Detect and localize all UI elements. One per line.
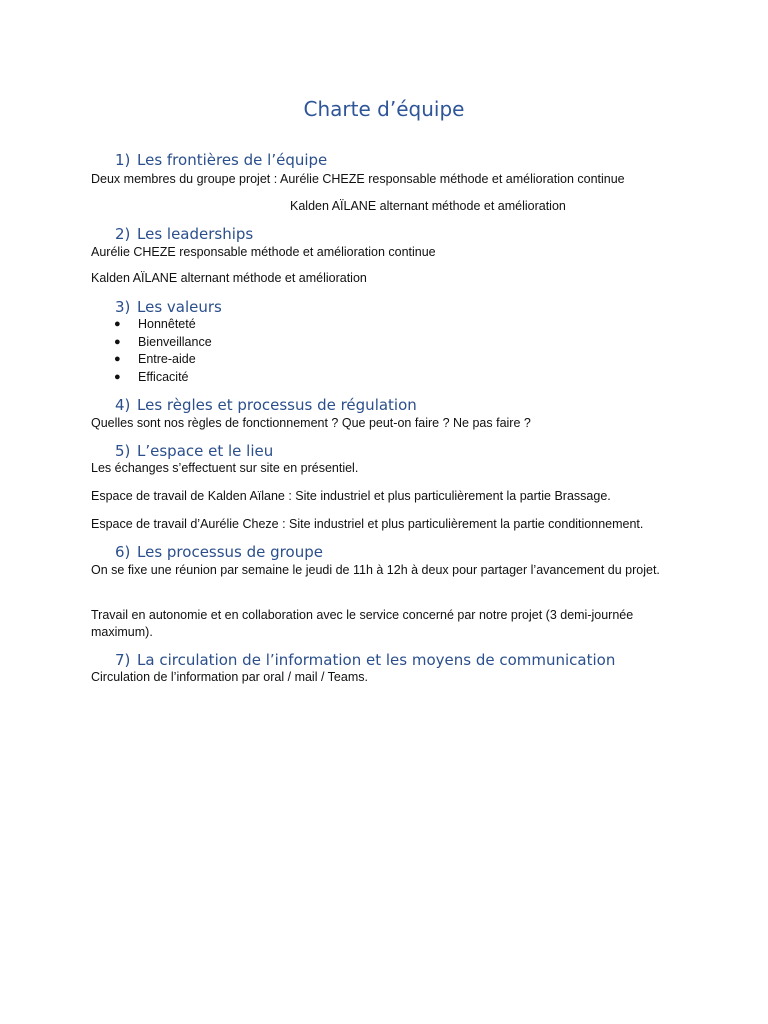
list-item-text: Entre-aide (138, 352, 196, 367)
paragraph: On se fixe une réunion par semaine le jeudi de 11h à 12h à deux pour partager l’avancement du projet. (91, 563, 660, 577)
section-heading-text: La circulation de l’information et les moyens de communication (137, 651, 616, 669)
section-number: 6) (115, 543, 131, 561)
section-heading-3 (115, 298, 222, 316)
paragraph: Kalden AÏLANE alternant méthode et amélioration (290, 199, 566, 213)
section-heading-4 (115, 396, 417, 414)
section-heading-6 (115, 543, 323, 561)
bullet-icon: ● (114, 371, 121, 384)
values-list (112, 316, 212, 387)
section-heading-1 (115, 151, 327, 169)
section-heading-2 (115, 225, 253, 243)
section-heading-text: Les règles et processus de régulation (137, 396, 417, 414)
bullet-icon: ● (114, 353, 121, 366)
document-title: Charte d’équipe (303, 97, 465, 121)
paragraph: Travail en autonomie et en collaboration avec le service concerné par notre projet (3 demi-journée maximum). (91, 608, 634, 639)
bullet-icon: ● (114, 335, 121, 348)
list-item (112, 334, 212, 352)
list-item (112, 316, 212, 334)
section-number: 1) (115, 151, 131, 169)
section-heading-5 (115, 442, 273, 460)
list-item (112, 369, 212, 387)
paragraph: Circulation de l’information par oral / mail / Teams. (91, 670, 368, 684)
section-number: 4) (115, 396, 131, 414)
section-number: 7) (115, 651, 131, 669)
section-heading-text: Les leaderships (137, 225, 254, 243)
list-item-text: Bienveillance (138, 334, 212, 349)
section-number: 5) (115, 442, 131, 460)
section-number: 3) (115, 298, 131, 316)
paragraph: Aurélie CHEZE responsable méthode et amélioration continue (91, 245, 436, 259)
section-heading-7 (115, 651, 615, 669)
paragraph: Kalden AÏLANE alternant méthode et amélioration (91, 271, 367, 285)
paragraph: Les échanges s’effectuent sur site en présentiel. (91, 461, 359, 475)
list-item-text: Efficacité (138, 370, 189, 385)
list-item-text: Honnêteté (138, 317, 196, 331)
list-item (112, 351, 212, 369)
paragraph: Quelles sont nos règles de fonctionnement ? Que peut-on faire ? Ne pas faire ? (91, 416, 531, 430)
paragraph: Espace de travail de Kalden Aïlane : Site industriel et plus particulièrement la partie Brassage. (91, 489, 611, 503)
section-heading-text: Les processus de groupe (137, 543, 323, 561)
section-heading-text: Les valeurs (137, 298, 222, 316)
bullet-icon: ● (114, 318, 121, 330)
paragraph: Deux membres du groupe projet : Aurélie CHEZE responsable méthode et amélioration continue (91, 172, 625, 186)
section-heading-text: Les frontières de l’équipe (137, 151, 328, 169)
paragraph: Espace de travail d’Aurélie Cheze : Site industriel et plus particulièrement la partie conditionnement. (91, 517, 644, 531)
section-heading-text: L’espace et le lieu (137, 442, 274, 460)
section-number: 2) (115, 225, 131, 243)
